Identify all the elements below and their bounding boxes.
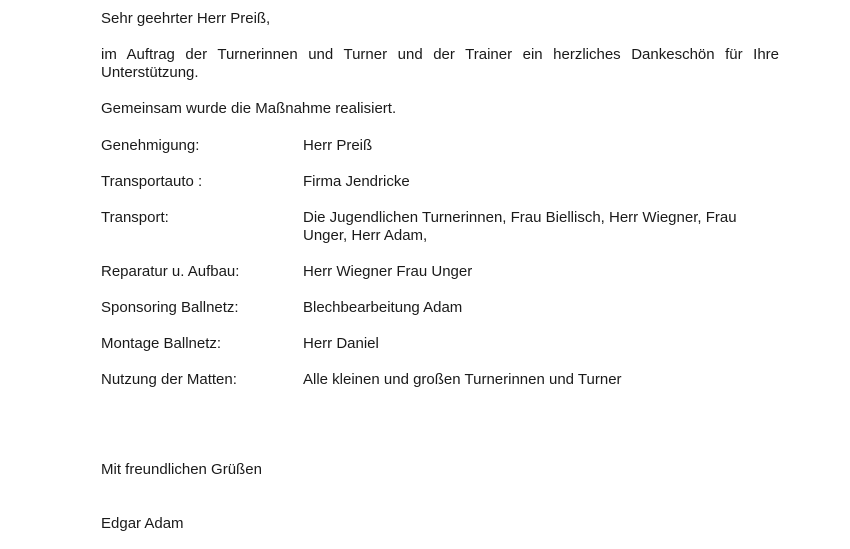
row-label: Reparatur u. Aufbau: xyxy=(101,263,240,280)
row-value: Herr Preiß xyxy=(303,137,373,154)
row-label: Transport: xyxy=(101,209,169,226)
closing: Mit freundlichen Grüßen xyxy=(101,461,262,478)
row-value: Firma Jendricke xyxy=(303,173,410,190)
row-label: Sponsoring Ballnetz: xyxy=(101,299,239,316)
row-value: Herr Daniel xyxy=(303,335,379,352)
row-value: Alle kleinen und großen Turnerinnen und Turner xyxy=(303,371,622,388)
row-value: Herr Wiegner Frau Unger xyxy=(303,263,473,280)
statement-paragraph: Gemeinsam wurde die Maßnahme realisiert. xyxy=(101,100,397,117)
salutation: Sehr geehrter Herr Preiß, xyxy=(101,10,271,27)
signature: Edgar Adam xyxy=(101,515,184,532)
intro-paragraph: im Auftrag der Turnerinnen und Turner und der Trainer ein herzliches Dankeschön für Ihre Unterstützung. xyxy=(101,46,779,81)
row-label: Genehmigung: xyxy=(101,137,200,154)
row-label: Transportauto : xyxy=(101,173,203,190)
row-value: Die Jugendlichen Turnerinnen, Frau Biellisch, Herr Wiegner, Frau Unger, Herr Adam, xyxy=(303,209,737,244)
row-value: Blechbearbeitung Adam xyxy=(303,299,463,316)
row-label: Montage Ballnetz: xyxy=(101,335,222,352)
row-label: Nutzung der Matten: xyxy=(101,371,237,388)
